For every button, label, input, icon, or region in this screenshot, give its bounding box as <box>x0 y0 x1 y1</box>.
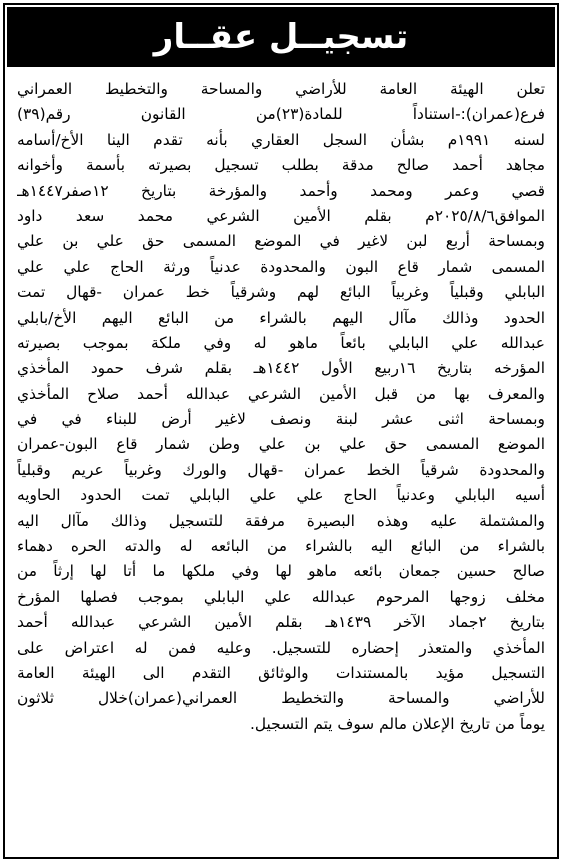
notice-title: تسجيــل عقــار <box>153 17 409 57</box>
body-line: المأخذي والمتعذر إحضاره للتسجيل. وعليه فمن له اعتراض على <box>17 638 545 657</box>
body-line: والمشتملة عليه وهذه البصيرة مرفقة للتسجيل وذالك مآال اليه <box>17 511 545 530</box>
body-line: قصي وعمر ومحمد وأحمد والمؤرخة بتاريخ ١٢صفر١٤٤٧هـ <box>17 181 545 200</box>
body-line: البابلي وقبلياً وغربياً البائع لهم وشرقياً خط عمران -قهال تمت <box>17 283 545 302</box>
body-line: المسمى شمار قاع البون والمحدودة عدنياً ورثة الحاج علي علي <box>17 257 545 276</box>
body-line: مخلف زوجها المرحوم عبدالله علي البابلي بموجب فصلها المؤرخ <box>17 587 545 606</box>
body-line: فرع(عمران):-استناداً للمادة(٢٣)من القانون رقم(٣٩) <box>17 105 545 124</box>
body-line: والمحدودة شرقياً الخط عمران -قهال والورك وغربياً عريم وقبلياً <box>17 460 545 479</box>
body-line: للأراضي والمساحة والتخطيط العمراني(عمران)خلال ثلاثون <box>17 689 545 708</box>
body-line: الموضع المسمى حق علي بن علي وطن شمار قاع البون-عمران <box>17 435 545 454</box>
body-line: عبدالله علي البابلي بائعاً ماهو له وفي ملكة بموجب بصيرته <box>17 333 545 352</box>
notice-body <box>17 77 545 737</box>
body-line: الموافق٢٠٢٥/٨/٦م بقلم الأمين الشرعي محمد سعد داود <box>17 206 545 225</box>
body-line: المؤرخه بتاريخ ١٦ربيع الأول ١٤٤٢هـ بقلم شرف حمود المأخذي <box>17 359 545 378</box>
body-line: بتاريخ ٢جماد الآخر ١٤٣٩هـ بقلم الأمين الشرعي عبدالله أحمد <box>17 613 545 632</box>
body-line: يوماً من تاريخ الإعلان مالم سوف يتم التسجيل. <box>249 714 545 733</box>
body-line: لسنه ١٩٩١م بشأن السجل العقاري بأنه تقدم الينا الأخ/أسامه <box>17 130 545 149</box>
body-line: وبمساحة أربع لبن لاغير في الموضع المسمى حق علي بن علي <box>17 232 545 251</box>
body-line: الحدود وذالك مآال اليهم بالشراء من البائع اليهم الأخ/بابلي <box>17 308 545 327</box>
title-bar <box>7 7 555 67</box>
body-line: صالح حسين جمعان بائعه ماهو لها وفي ملكها ما أتا لها إرثاً من <box>17 562 545 581</box>
body-line: تعلن الهيئة العامة للأراضي والمساحة والتخطيط العمراني <box>17 80 545 98</box>
body-line: والمعرف بها من قبل الأمين الشرعي عبدالله أحمد صلاح المأخذي <box>17 384 545 403</box>
body-line: وبمساحة اثنى عشر لبنة ونصف لاغير أرض للبناء في في <box>17 410 545 429</box>
real-estate-notice <box>3 3 559 859</box>
body-line: أسيه البابلي وعدنياً الحاج علي علي البابلي تمت الحدود الحاويه <box>17 486 545 505</box>
body-line: مجاهد أحمد صالح مدقة بطلب تسجيل بصيرته بأسمة وأخوانه <box>17 156 545 175</box>
body-line: بالشراء من البائع اليه بالشراء من البائعه له والدته الحره دهماء <box>17 537 545 556</box>
body-line: التسجيل مؤيد بالمستندات والوثائق التقدم الى الهيئة العامة <box>17 663 545 682</box>
